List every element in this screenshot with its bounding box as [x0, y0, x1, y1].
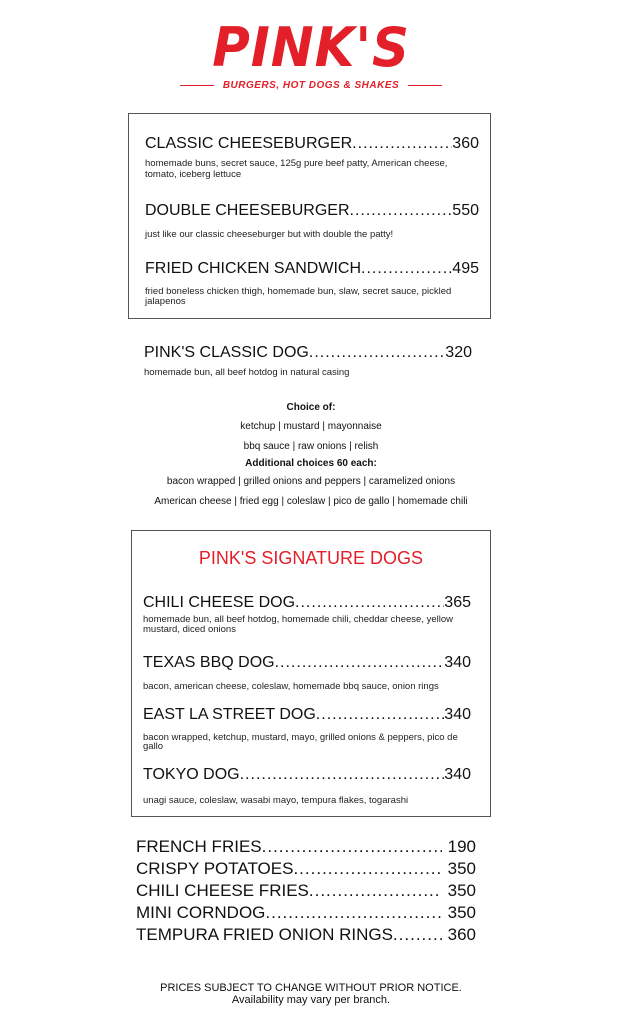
side-item-name: TEMPURA FRIED ONION RINGS: [136, 925, 393, 944]
signature-dogs-title: PINK'S SIGNATURE DOGS: [198, 548, 424, 568]
dot-leader: [262, 836, 442, 858]
brand-tagline: BURGERS, HOT DOGS & SHAKES: [222, 80, 400, 91]
choices-line: ketchup | mustard | mayonnaise: [240, 421, 382, 432]
menu-item-price: 340: [444, 654, 471, 671]
side-item-price: 350: [447, 859, 476, 878]
side-item-name: CHILI CHEESE FRIES: [136, 881, 309, 900]
menu-item-desc: fried boneless chicken thigh, homemade bun, slaw, secret sauce, pickled jalapenos: [145, 286, 452, 307]
side-item: [136, 858, 476, 880]
menu-item: [145, 259, 479, 307]
menu-item: [143, 765, 471, 806]
menu-item-price: 320: [445, 344, 472, 361]
dot-leader: [309, 343, 445, 363]
menu-item-desc: just like our classic cheeseburger but with double the patty!: [145, 229, 394, 240]
menu-item: [145, 201, 479, 240]
dot-leader: [361, 259, 452, 279]
side-item-price: 360: [447, 925, 476, 944]
additional-choices-line: bacon wrapped | grilled onions and peppers | caramelized onions: [166, 476, 456, 487]
menu-item-name: FRIED CHICKEN SANDWICH: [145, 260, 362, 277]
side-item-price: 350: [447, 903, 476, 922]
side-item: [136, 924, 476, 946]
brand-logo: [0, 16, 622, 79]
dot-leader: [295, 593, 444, 613]
menu-item-desc: homemade bun, all beef hotdog, homemade chili, cheddar cheese, yellow mustard, diced onions: [143, 614, 453, 635]
menu-item-line: [144, 343, 472, 363]
dot-leader: [240, 765, 445, 785]
menu-item-price: 495: [452, 260, 479, 277]
side-item-name: CRISPY POTATOES: [136, 859, 294, 878]
side-item-name: MINI CORNDOG: [136, 903, 266, 922]
menu-item-desc: bacon wrapped, ketchup, mustard, mayo, grilled onions & peppers, pico de gallo: [143, 732, 458, 752]
menu-item-line: [143, 765, 471, 785]
dot-leader: [275, 653, 445, 673]
menu-item-price: 340: [444, 766, 471, 783]
menu-item-desc: unagi sauce, coleslaw, wasabi mayo, tempura flakes, togarashi: [143, 795, 409, 806]
menu-item: [143, 705, 471, 751]
side-item: [136, 880, 476, 902]
menu-item-desc: homemade bun, all beef hotdog in natural casing: [144, 367, 350, 378]
menu-item-line: [145, 259, 479, 279]
dot-leader: [350, 201, 453, 221]
menu-item-name: EAST LA STREET DOG: [143, 706, 316, 723]
dot-leader: [265, 902, 441, 924]
additional-choices-title: Additional choices 60 each:: [245, 458, 377, 469]
side-item: [136, 902, 476, 924]
menu-item-price: 365: [444, 594, 471, 611]
dot-leader: [393, 924, 442, 946]
dot-leader: [293, 858, 441, 880]
side-item-price: 350: [447, 881, 476, 900]
menu-item: [143, 593, 471, 635]
menu-item-classic-dog: [144, 343, 472, 378]
additional-choices-line: American cheese | fried egg | coleslaw | pico de gallo | homemade chili: [154, 496, 468, 507]
menu-item-name: CLASSIC CHEESEBURGER: [145, 135, 353, 152]
dot-leader: [352, 134, 452, 154]
menu-item-name: DOUBLE CHEESEBURGER: [145, 202, 350, 219]
menu-item-name: TOKYO DOG: [143, 766, 240, 783]
choices-title: Choice of:: [286, 402, 336, 413]
side-item-name: FRENCH FRIES: [136, 837, 262, 856]
tagline-rule-left: [180, 85, 214, 86]
menu-item-price: 340: [444, 706, 471, 723]
menu-item-desc: bacon, american cheese, coleslaw, homemade bbq sauce, onion rings: [143, 681, 439, 692]
side-item: [136, 836, 476, 858]
brand-tagline-row: [0, 80, 622, 91]
menu-item-line: [145, 201, 479, 221]
brand-name: PINK'S: [212, 16, 410, 79]
menu-item-line: [143, 653, 471, 673]
menu-item-line: [143, 705, 471, 725]
dot-leader: [309, 880, 442, 902]
side-item-price: 190: [447, 837, 476, 856]
footer: [0, 982, 622, 1006]
menu-item-name: TEXAS BBQ DOG: [143, 654, 275, 671]
menu-item-desc: homemade buns, secret sauce, 125g pure beef patty, American cheese, tomato, iceberg lettuce: [145, 158, 448, 180]
choices-line: bbq sauce | raw onions | relish: [243, 441, 379, 452]
footer-notice: PRICES SUBJECT TO CHANGE WITHOUT PRIOR NOTICE.: [160, 982, 462, 994]
tagline-rule-right: [408, 85, 442, 86]
menu-item-line: [145, 134, 479, 154]
footer-availability: Availability may vary per branch.: [231, 994, 391, 1006]
menu-item-name: CHILI CHEESE DOG: [143, 594, 296, 611]
menu-item-price: 550: [452, 202, 479, 219]
menu-item-price: 360: [452, 135, 479, 152]
menu-item: [143, 653, 471, 692]
dot-leader: [316, 705, 445, 725]
sides-list: [136, 836, 476, 946]
menu-item-line: [143, 593, 471, 613]
menu-item-name: PINK'S CLASSIC DOG: [144, 344, 309, 361]
menu-item: [145, 134, 479, 180]
burgers-section: [128, 113, 491, 319]
